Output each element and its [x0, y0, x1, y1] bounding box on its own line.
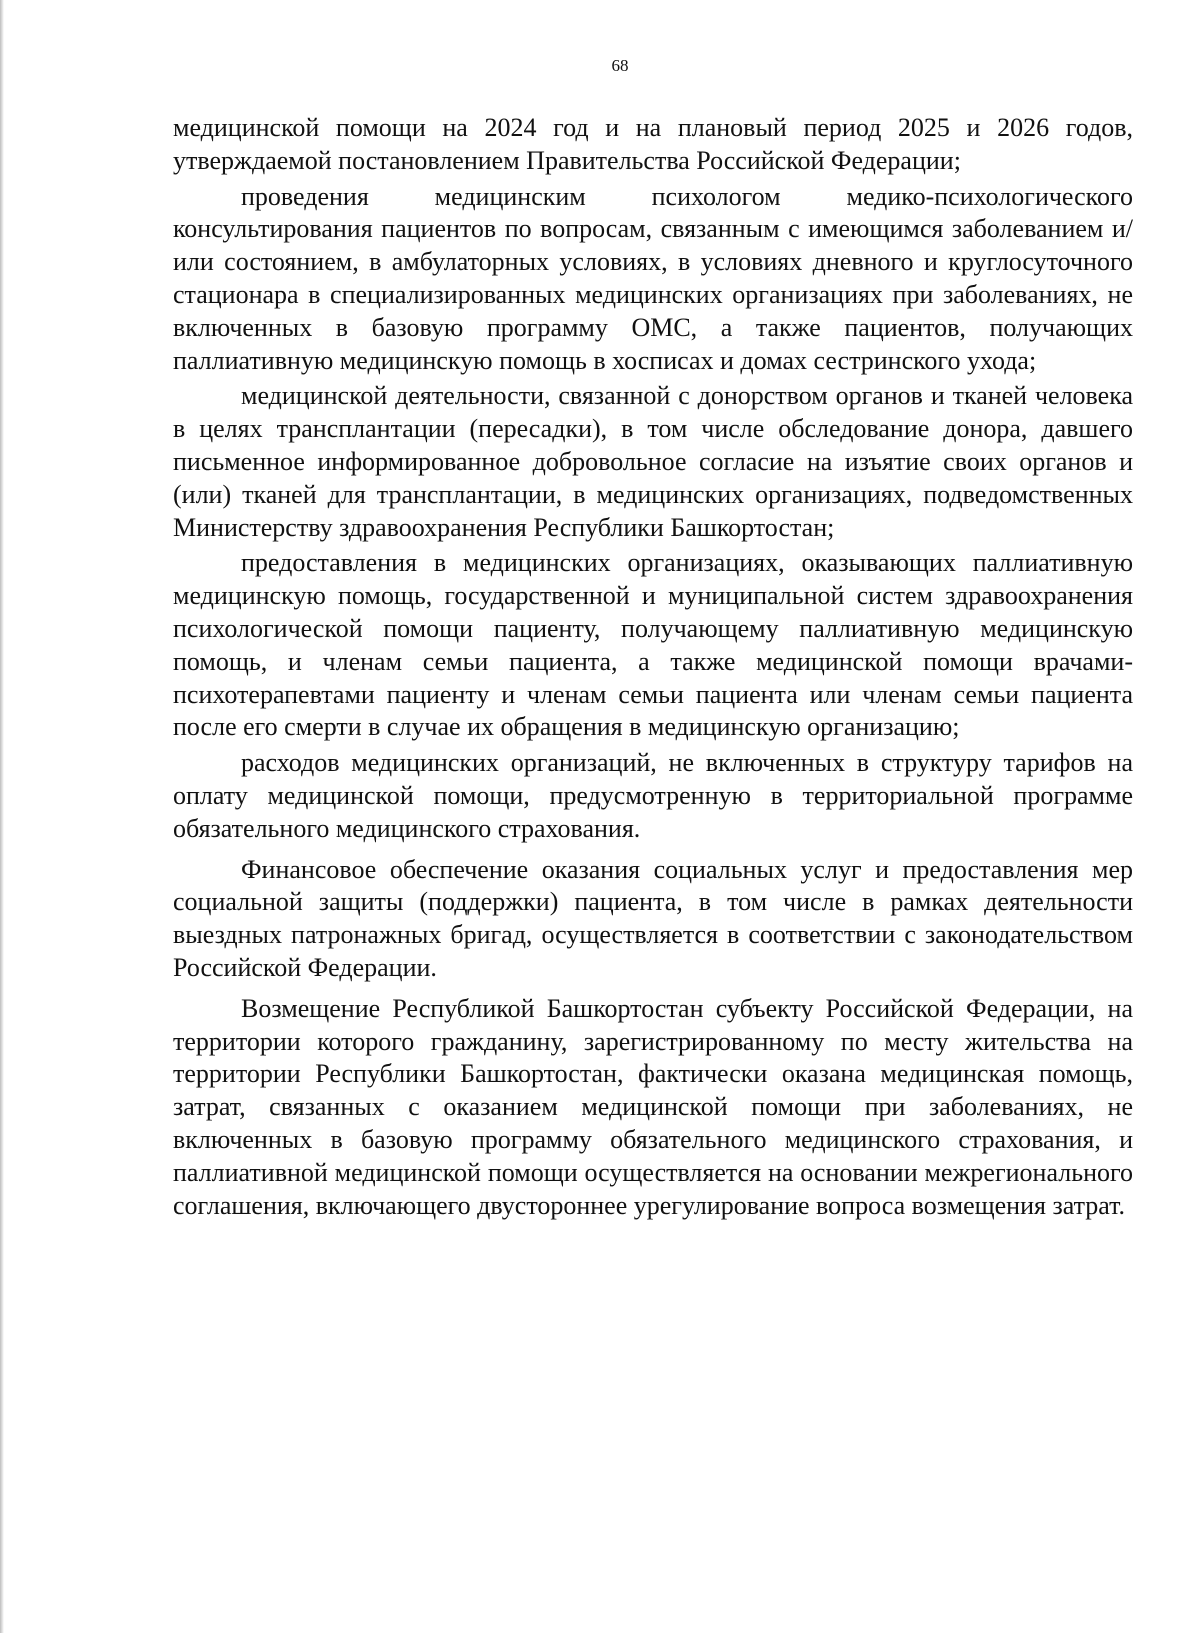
paragraph-palliative-psychological-help: предоставления в медицинских организациях, оказывающих паллиативную медицинскую помощь, государственной и муниципальной систем здравоохранения психологической помощи пациенту, получающему паллиативную медицинскую помощь, и членам семьи пациента, а также медицинской помощи врачами-психотерапевтами пациенту и членам семьи пациента или членам семьи пациента после его смерти в случае их обращения в медицинскую организацию;	[173, 548, 1133, 742]
document-body	[173, 112, 1133, 1222]
paragraph-organization-expenses: расходов медицинских организаций, не включенных в структуру тарифов на оплату медицинской помощи, предусмотренную в территориальной программе обязательного медицинского страхования.	[173, 748, 1133, 843]
page-number: 68	[611, 56, 629, 75]
paragraph-psychologist-consulting: проведения медицинским психологом медико-психологического консультирования пациентов по вопросам, связанным с имеющимся заболеванием и/или состоянием, в амбулаторных условиях, в условиях дневного и круглосуточного стационара в специализированных медицинских организациях при заболеваниях, не включенных в базовую программу ОМС, а также пациентов, получающих паллиативную медицинскую помощь в хосписах и домах сестринского ухода;	[173, 181, 1133, 375]
paragraph-continuation: медицинской помощи на 2024 год и на плановый период 2025 и 2026 годов, утверждаемой постановлением Правительства Российской Федерации;	[173, 113, 1133, 175]
paragraph-social-services-funding: Финансовое обеспечение оказания социальных услуг и предоставления мер социальной защиты (поддержки) пациента, в том числе в рамках деятельности выездных патронажных бригад, осуществляется в соответствии с законодательством Российской Федерации.	[173, 854, 1133, 982]
paragraph-cost-reimbursement: Возмещение Республикой Башкортостан субъекту Российской Федерации, на территории которого гражданину, зарегистрированному по месту жительства на территории Республики Башкортостан, фактически оказана медицинская помощь, затрат, связанных с оказанием медицинской помощи при заболеваниях, не включенных в базовую программу обязательного медицинского страхования, и паллиативной медицинской помощи осуществляется на основании межрегионального соглашения, включающего двустороннее урегулирование вопроса возмещения затрат.	[173, 993, 1133, 1220]
paragraph-organ-donation: медицинской деятельности, связанной с донорством органов и тканей человека в целях трансплантации (пересадки), в том числе обследование донора, давшего письменное информированное добровольное согласие на изъятие своих органов и (или) тканей для трансплантации, в медицинских организациях, подведомственных Министерству здравоохранения Республики Башкортостан;	[173, 381, 1133, 542]
scan-edge	[0, 0, 4, 1633]
